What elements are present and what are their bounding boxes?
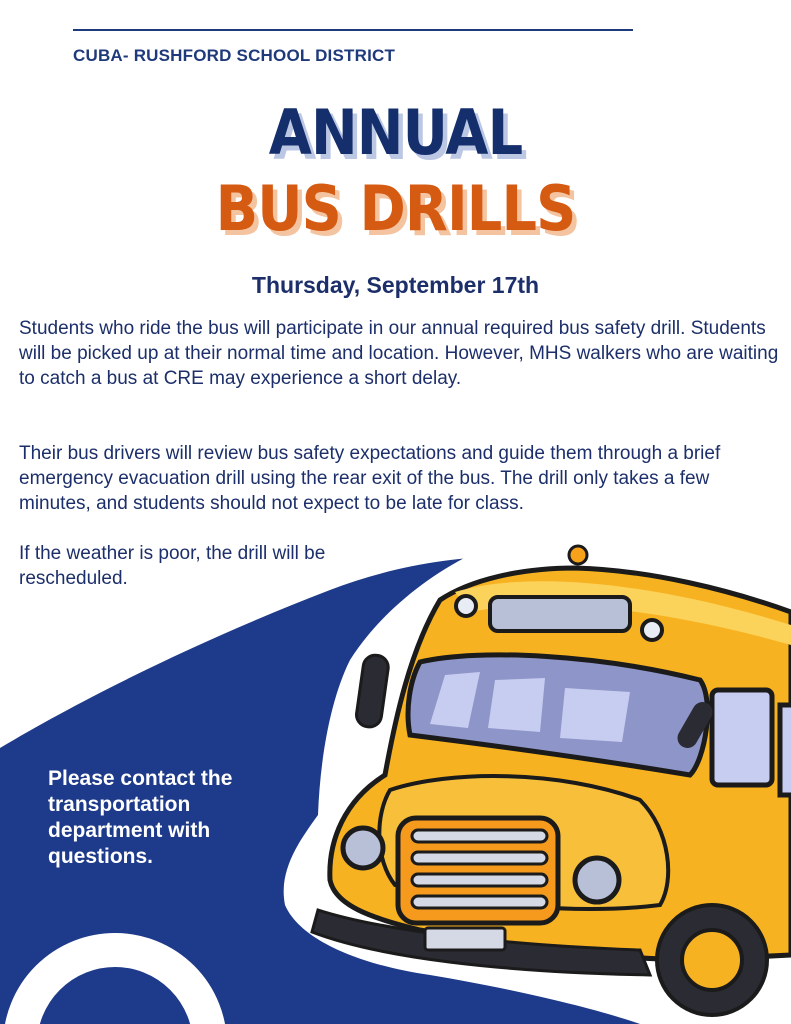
paragraph-weather: If the weather is poor, the drill will be rescheduled. xyxy=(19,543,326,589)
event-date: Thursday, September 17th xyxy=(251,272,540,298)
title-line-2: BUS DRILLS xyxy=(215,172,576,245)
paragraph-intro: Students who ride the bus will participate in our annual required bus safety drill. Students will be picked up at their normal time and location. However, MHS walkers who are waiting to catch a bus at CRE may experience a short delay. xyxy=(19,318,779,389)
contact-note: Please contact the transportation department with questions. xyxy=(48,767,233,868)
title-line-1: ANNUAL xyxy=(268,96,523,169)
top-divider xyxy=(73,29,633,31)
paragraph-drill-details: Their bus drivers will review bus safety expectations and guide them through a brief emergency evacuation drill using the rear exit of the bus. The drill only takes a few minutes, and students should not expect to be late for class. xyxy=(19,443,721,514)
district-name: CUBA- RUSHFORD SCHOOL DISTRICT xyxy=(73,46,396,65)
